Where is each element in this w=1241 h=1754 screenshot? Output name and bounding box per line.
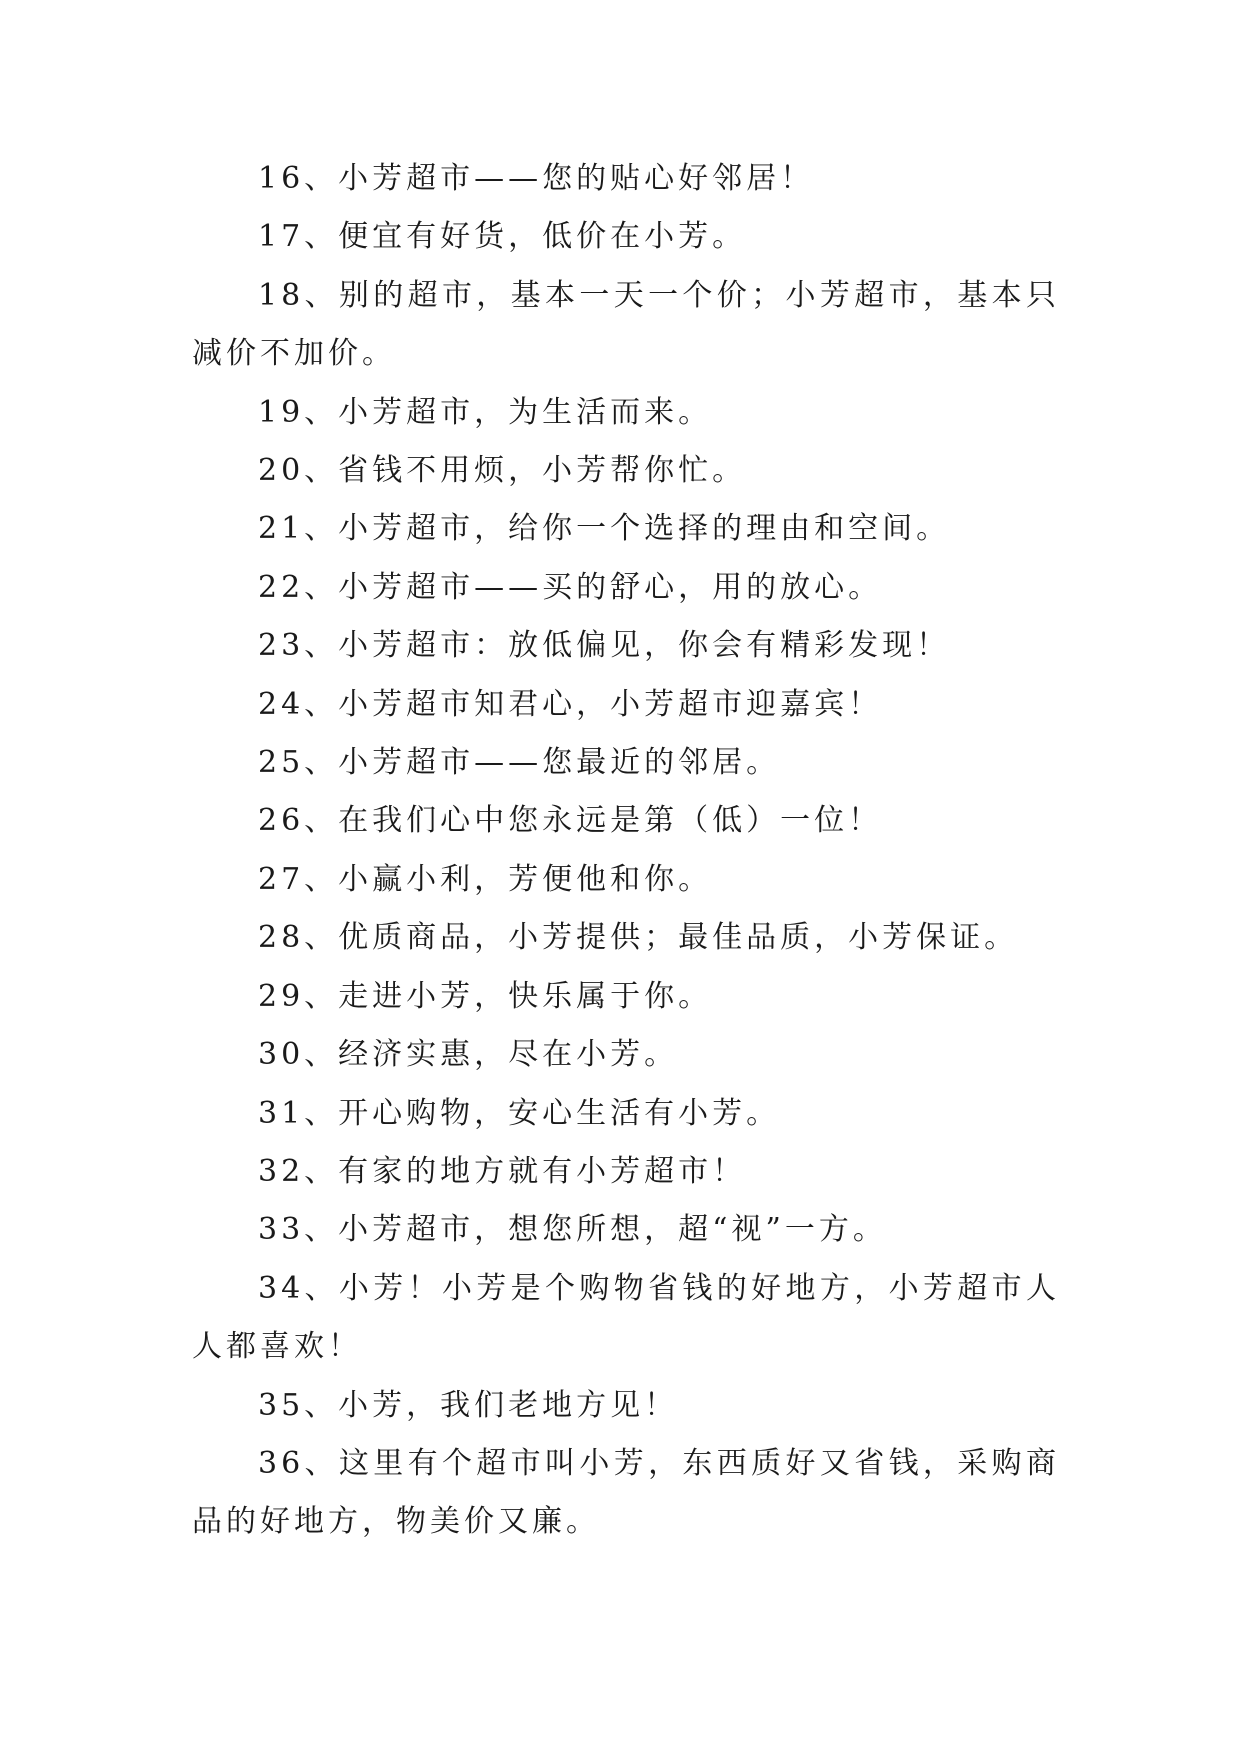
slogan-paragraph: 17、便宜有好货，低价在小芳。 <box>258 219 747 255</box>
slogan-paragraph: 35、小芳，我们老地方见！ <box>258 1387 679 1423</box>
slogan-paragraph: 28、优质商品，小芳提供；最佳品质，小芳保证。 <box>258 920 1019 956</box>
slogan-paragraph: 33、小芳超市，想您所想，超“视”一方。 <box>258 1212 887 1248</box>
slogan-paragraph: 27、小赢小利，芳便他和你。 <box>258 861 713 897</box>
slogan-paragraph: 25、小芳超市——您最近的邻居。 <box>258 745 781 781</box>
slogan-paragraph: 16、小芳超市——您的贴心好邻居！ <box>258 161 815 196</box>
slogan-paragraph: 23、小芳超市：放低偏见，你会有精彩发现！ <box>258 628 951 664</box>
slogan-paragraph: 24、小芳超市知君心，小芳超市迎嘉宾！ <box>258 686 883 722</box>
slogan-paragraph: 21、小芳超市，给你一个选择的理由和空间。 <box>258 511 951 547</box>
document-body <box>192 150 1060 1552</box>
slogan-paragraph: 22、小芳超市——买的舒心，用的放心。 <box>258 569 883 605</box>
slogan-paragraph: 36、这里有个超市叫小芳，东西质好又省钱，采购商品的好地方，物美价又廉。 <box>192 1445 1060 1540</box>
slogan-paragraph: 26、在我们心中您永远是第（低）一位！ <box>258 803 883 839</box>
slogan-paragraph: 31、开心购物，安心生活有小芳。 <box>258 1095 781 1131</box>
slogan-paragraph: 32、有家的地方就有小芳超市！ <box>258 1153 747 1189</box>
slogan-paragraph: 20、省钱不用烦，小芳帮你忙。 <box>258 453 747 489</box>
slogan-paragraph: 29、走进小芳，快乐属于你。 <box>258 978 713 1014</box>
slogan-paragraph: 19、小芳超市，为生活而来。 <box>258 394 713 430</box>
slogan-paragraph: 18、别的超市，基本一天一个价；小芳超市，基本只减价不加价。 <box>192 277 1060 372</box>
slogan-paragraph: 34、小芳！小芳是个购物省钱的好地方，小芳超市人人都喜欢！ <box>192 1270 1060 1365</box>
slogan-paragraph: 30、经济实惠，尽在小芳。 <box>258 1037 679 1073</box>
